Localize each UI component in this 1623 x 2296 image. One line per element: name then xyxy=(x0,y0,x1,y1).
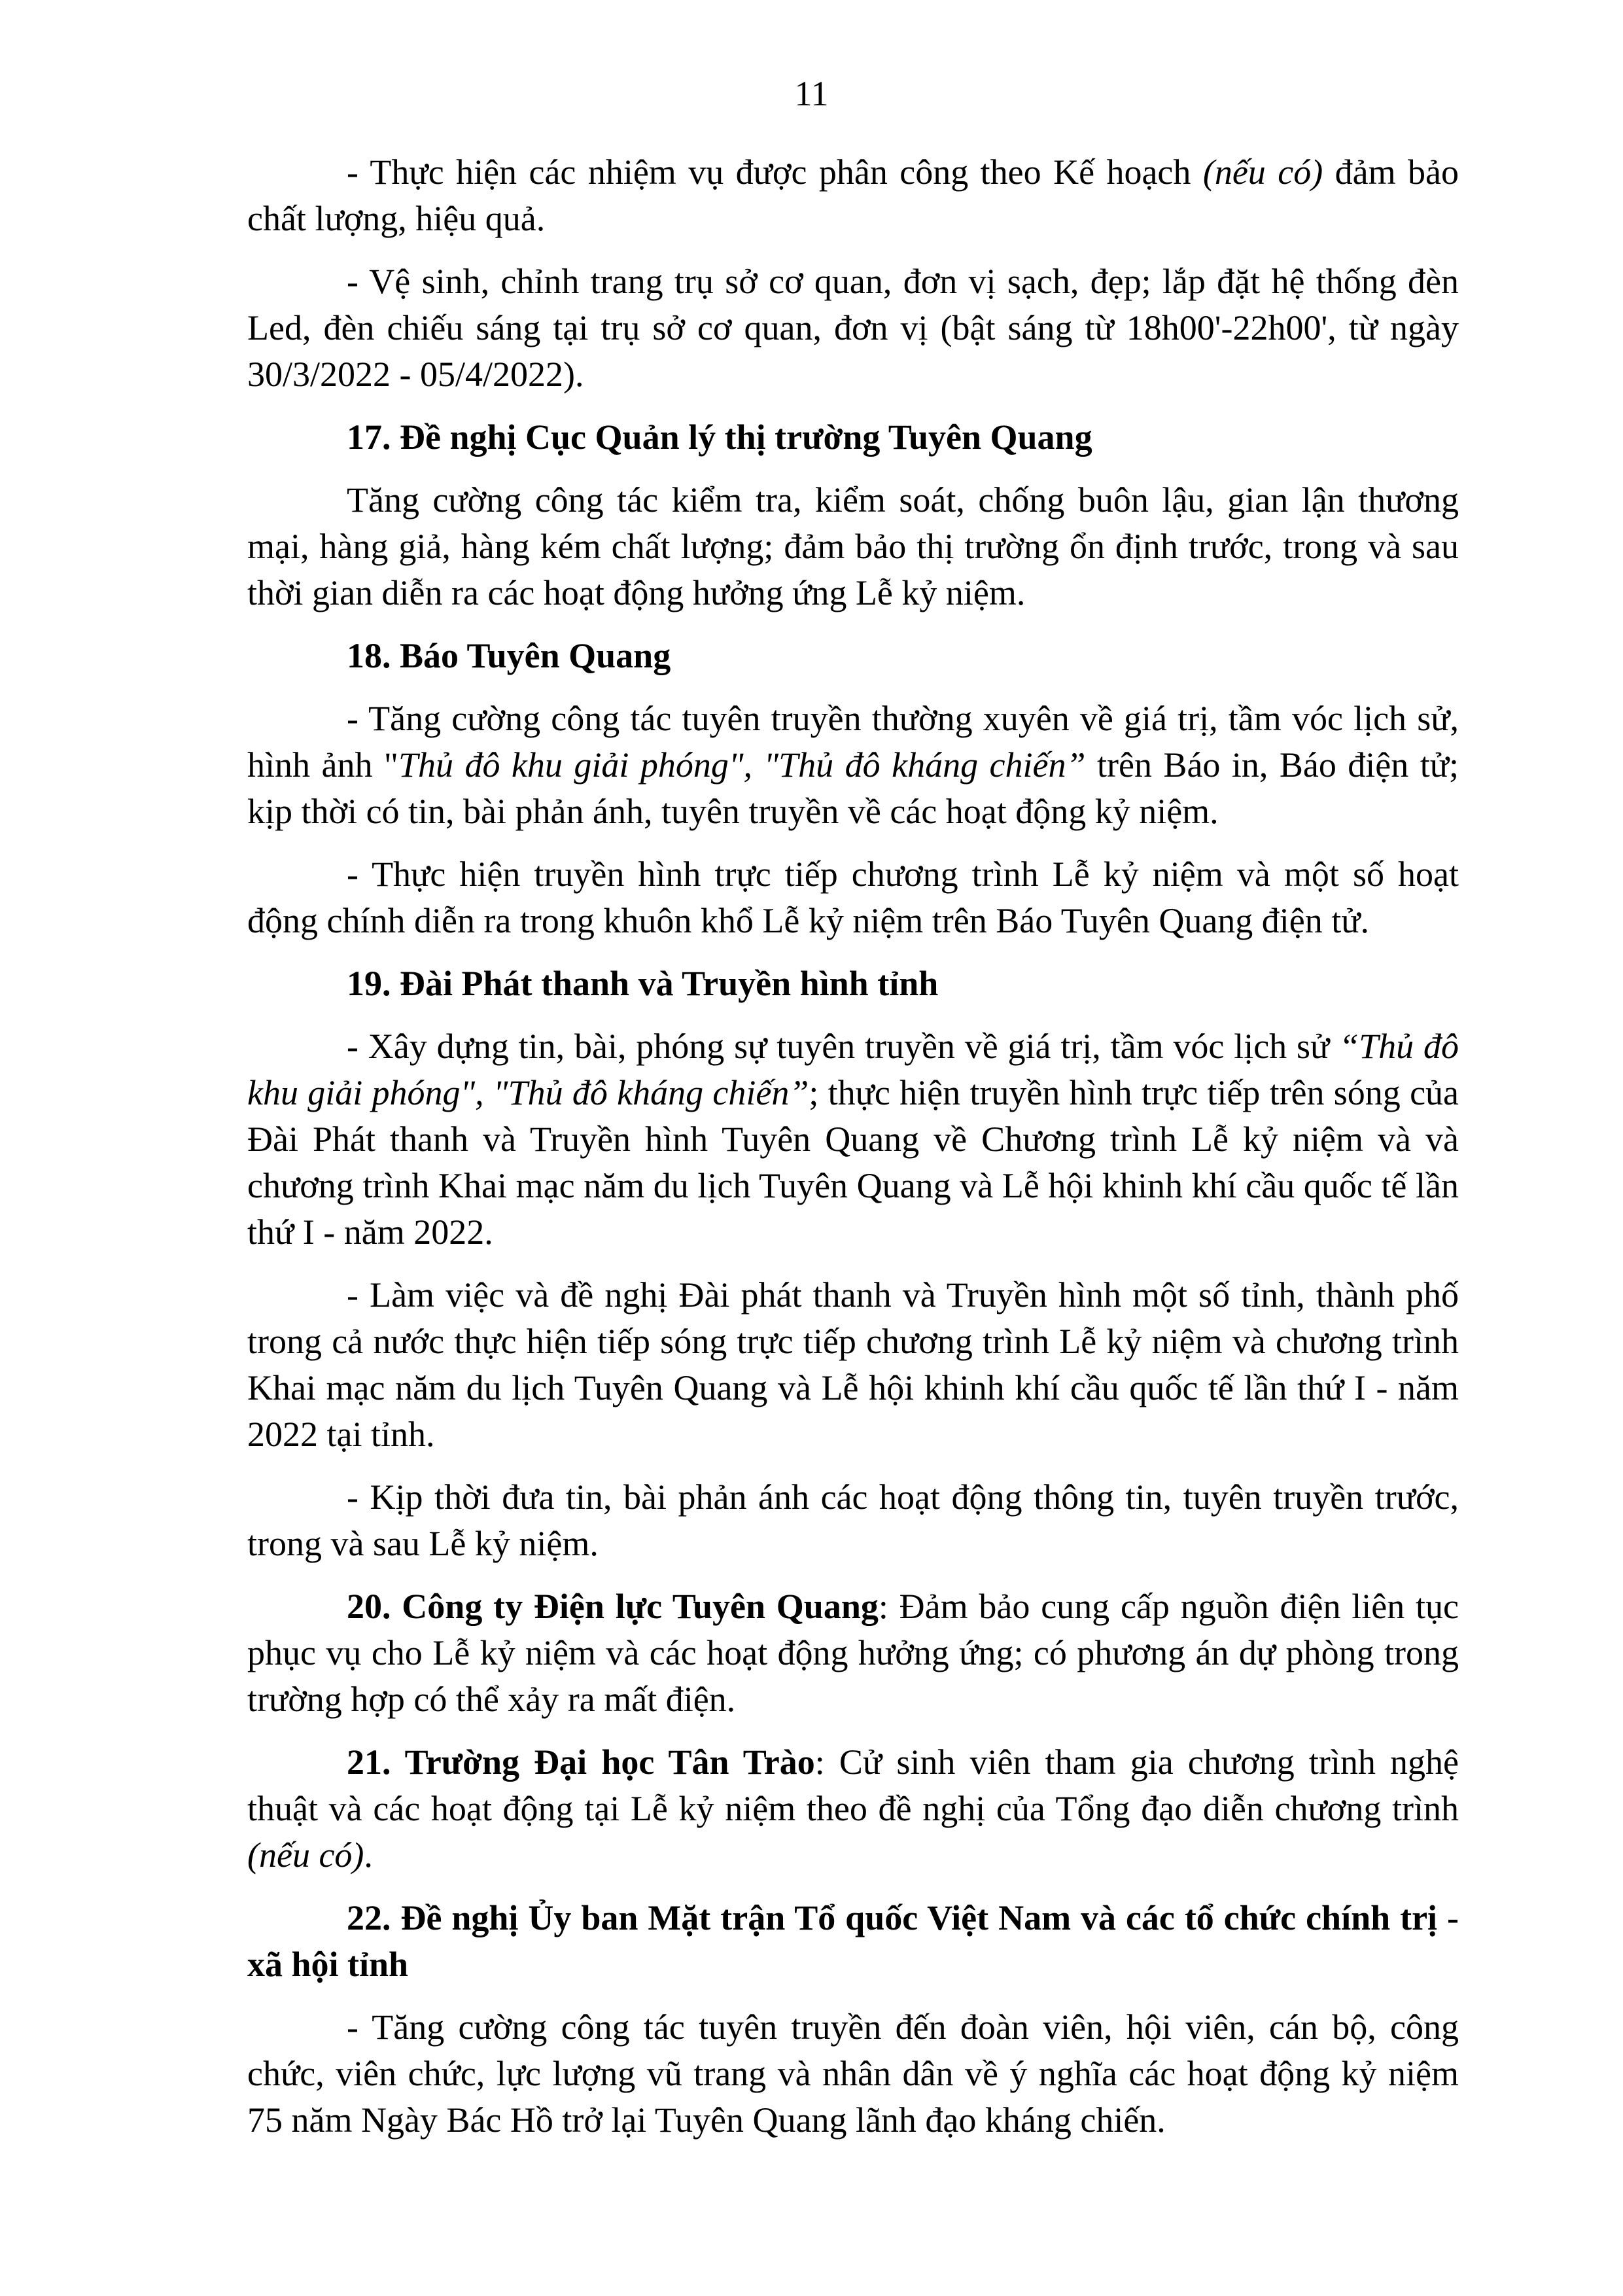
section-heading-17 xyxy=(247,414,1459,461)
text-run: . xyxy=(364,1835,373,1875)
section-heading-19 xyxy=(247,961,1459,1007)
text-run: : Cử sinh viên tham gia chương trình nghệ thuật và các hoạt động tại Lễ kỷ niệm theo đề nghị của Tổng đạo diễn chương trình xyxy=(247,1742,1459,1828)
text-run: - Thực hiện truyền hình trực tiếp chương trình Lễ kỷ niệm và một số hoạt động chính diễn ra trong khuôn khổ Lễ kỷ niệm trên Báo Tuyên Quang điện tử. xyxy=(247,855,1459,940)
text-run: “Thủ đô khu giải phóng", "Thủ đô kháng chiến” xyxy=(247,1027,1459,1112)
text-run: Tăng cường công tác kiểm tra, kiểm soát, chống buôn lậu, gian lận thương mại, hàng giả, hàng kém chất lượng; đảm bảo thị trường ổn định trước, trong và sau thời gian diễn ra các hoạt động hưởng ứng Lễ kỷ niệm. xyxy=(247,480,1459,612)
page-number: 11 xyxy=(794,74,829,113)
document-body xyxy=(247,149,1459,2160)
section-item-20 xyxy=(247,1583,1459,1723)
section-heading-18 xyxy=(247,633,1459,679)
paragraph-newspaper-broadcast xyxy=(247,851,1459,944)
text-run: Thủ đô khu giải phóng", "Thủ đô kháng chiến” xyxy=(398,745,1086,785)
paragraph-front-propaganda xyxy=(247,2004,1459,2144)
text-run: 21. Trường Đại học Tân Trào xyxy=(347,1742,815,1782)
paragraph-tv-relay xyxy=(247,1272,1459,1458)
text-run: - Xây dựng tin, bài, phóng sự tuyên truyền về giá trị, tầm vóc lịch sử xyxy=(347,1027,1340,1066)
paragraph-newspaper-propaganda xyxy=(247,696,1459,835)
text-run: ; thực hiện truyền hình trực tiếp trên sóng của Đài Phát thanh và Truyền hình Tuyên Quang về Chương trình Lễ kỷ niệm và và chương trình Khai mạc năm du lịch Tuyên Quang và Lễ hội khinh khí cầu quốc tế lần thứ I - năm 2022. xyxy=(247,1073,1459,1252)
text-run: 22. Đề nghị Ủy ban Mặt trận Tổ quốc Việt Nam và các tổ chức chính trị - xã hội tỉnh xyxy=(247,1898,1459,1984)
text-run: - Thực hiện các nhiệm vụ được phân công theo Kế hoạch xyxy=(347,152,1203,192)
text-run: (nếu có) xyxy=(1202,152,1323,192)
section-heading-22 xyxy=(247,1895,1459,1988)
paragraph-market-inspection xyxy=(247,477,1459,616)
paragraph-tv-news xyxy=(247,1474,1459,1567)
text-run: - Làm việc và đề nghị Đài phát thanh và Truyền hình một số tỉnh, thành phố trong cả nước thực hiện tiếp sóng trực tiếp chương trình Lễ kỷ niệm và chương trình Khai mạc năm du lịch Tuyên Quang và Lễ hội khinh khí cầu quốc tế lần thứ I - năm 2022 tại tỉnh. xyxy=(247,1275,1459,1454)
paragraph-cleanup-lighting xyxy=(247,258,1459,398)
paragraph-task-assignment xyxy=(247,149,1459,242)
text-run: - Tăng cường công tác tuyên truyền đến đoàn viên, hội viên, cán bộ, công chức, viên chức, lực lượng vũ trang và nhân dân về ý nghĩa các hoạt động kỷ niệm 75 năm Ngày Bác Hồ trở lại Tuyên Quang lãnh đạo kháng chiến. xyxy=(247,2007,1459,2140)
text-run: - Kịp thời đưa tin, bài phản ánh các hoạt động thông tin, tuyên truyền trước, trong và sau Lễ kỷ niệm. xyxy=(247,1477,1459,1563)
text-run: trên Báo in, Báo điện tử; kịp thời có tin, bài phản ánh, tuyên truyền về các hoạt động kỷ niệm. xyxy=(247,745,1459,831)
text-run: - Tăng cường công tác tuyên truyền thường xuyên về giá trị, tầm vóc lịch sử, hình ảnh " xyxy=(247,699,1459,785)
text-run: 20. Công ty Điện lực Tuyên Quang xyxy=(347,1587,879,1626)
text-run: 17. Đề nghị Cục Quản lý thị trường Tuyên Quang xyxy=(347,417,1092,457)
section-item-21 xyxy=(247,1739,1459,1879)
text-run: - Vệ sinh, chỉnh trang trụ sở cơ quan, đơn vị sạch, đẹp; lắp đặt hệ thống đèn Led, đèn chiếu sáng tại trụ sở cơ quan, đơn vị (bật sáng từ 18h00'-22h00', từ ngày 30/3/2022 - 05/4/2022). xyxy=(247,262,1459,394)
text-run: : Đảm bảo cung cấp nguồn điện liên tục phục vụ cho Lễ kỷ niệm và các hoạt động hưởng ứng; có phương án dự phòng trong trường hợp có thể xảy ra mất điện. xyxy=(247,1587,1459,1719)
paragraph-tv-reportage xyxy=(247,1023,1459,1256)
text-run: đảm bảo chất lượng, hiệu quả. xyxy=(247,152,1459,238)
text-run: 19. Đài Phát thanh và Truyền hình tỉnh xyxy=(347,964,939,1003)
text-run: 18. Báo Tuyên Quang xyxy=(347,636,671,675)
text-run: (nếu có) xyxy=(247,1835,364,1875)
